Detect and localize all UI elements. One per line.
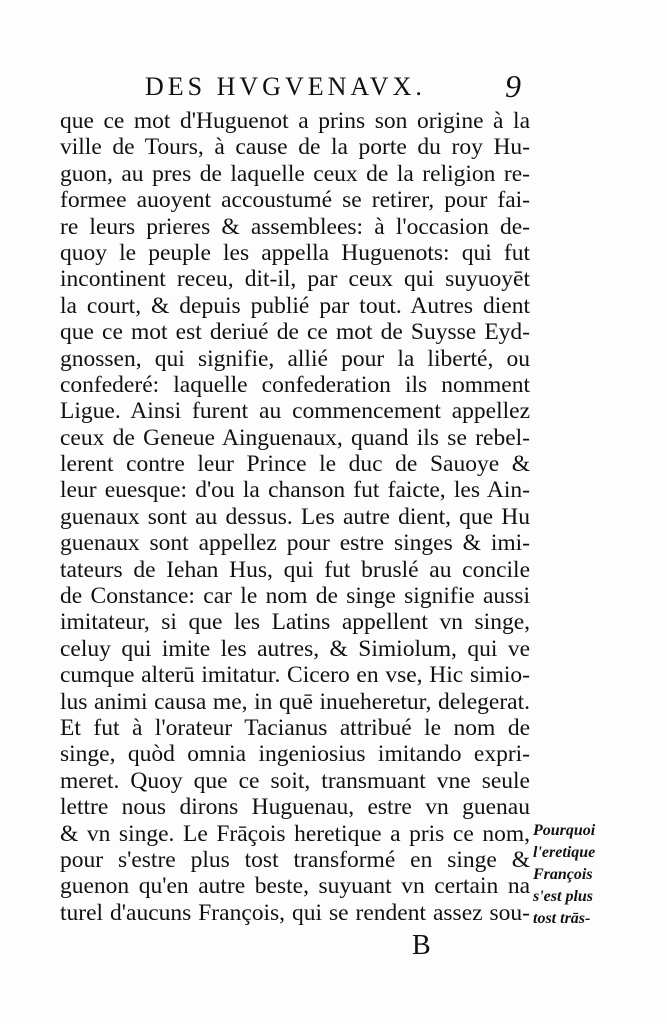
text-line: pour s'estre plus tost transformé en singe & (60, 846, 530, 873)
body-text (60, 108, 530, 926)
text-line: confederé: laquelle confederation ils nomment (60, 371, 530, 398)
text-line: guenaux sont au dessus. Les autre dient, que Hu (60, 503, 530, 530)
text-line: cumque alterū imitatur. Cicero en vse, Hic simio- (60, 662, 530, 689)
text-line: incontinent receu, dit-il, par ceux qui suyuoyēt (60, 266, 530, 293)
text-line: & vn singe. Le Frāçois heretique a pris ce nom, (60, 820, 530, 847)
text-line: ceux de Geneue Ainguenaux, quand ils se rebel- (60, 424, 530, 451)
text-line: formee auoyent accoustumé se retirer, pour fai- (60, 187, 530, 214)
text-line: guon, au pres de laquelle ceux de la religion re- (60, 160, 530, 187)
marginal-note-line: Pourquoi (533, 822, 596, 839)
text-line: tateurs de Iehan Hus, qui fut bruslé au concile (60, 556, 530, 583)
text-line: meret. Quoy que ce soit, transmuant vne seule (60, 767, 530, 794)
running-head: DES HVGVENAVX. (145, 72, 426, 101)
text-line: guenaux sont appellez pour estre singes & imi- (60, 530, 530, 557)
text-line: lerent contre leur Prince le duc de Sauoye & (60, 451, 530, 478)
text-line: turel d'aucuns François, qui se rendent assez sou- (60, 899, 530, 926)
marginal-note-line: tost trās- (533, 910, 591, 927)
page-header (0, 68, 667, 108)
text-line: que ce mot est deriué de ce mot de Suysse Eyd- (60, 319, 530, 346)
text-line: re leurs prieres & assemblees: à l'occasion de- (60, 213, 530, 240)
text-line: celuy qui imite les autres, & Simiolum, qui ve (60, 635, 530, 662)
marginal-note-line: s'est plus (533, 888, 594, 905)
text-line: ville de Tours, à cause de la porte du roy Hu- (60, 134, 530, 161)
text-line: la court, & depuis publié par tout. Autres dient (60, 292, 530, 319)
marginal-note (533, 820, 665, 930)
text-line: imitateur, si que les Latins appellent vn singe, (60, 609, 530, 636)
page-number: 9 (505, 68, 521, 104)
signature-mark: B (412, 930, 431, 961)
text-line: de Constance: car le nom de singe signifie aussi (60, 583, 530, 610)
marginal-note-line: François (533, 866, 593, 883)
text-line: lus animi causa me, in quē inueheretur, delegerat. (60, 688, 530, 715)
text-line: lettre nous dirons Huguenau, estre vn guenau (60, 794, 530, 821)
text-line: leur euesque: d'ou la chanson fut faicte, les Ain- (60, 477, 530, 504)
marginal-note-line: l'eretique (533, 844, 596, 861)
text-line: que ce mot d'Huguenot a prins son origine à la (60, 108, 530, 134)
text-line: quoy le peuple les appella Huguenots: qui fut (60, 239, 530, 266)
text-line: gnossen, qui signifie, allié pour la liberté, ou (60, 345, 530, 372)
text-line: guenon qu'en autre beste, suyuant vn certain na (60, 873, 530, 900)
text-line: Ligue. Ainsi furent au commencement appellez (60, 398, 530, 425)
text-line: singe, quòd omnia ingeniosius imitando expri- (60, 741, 530, 768)
text-line: Et fut à l'orateur Tacianus attribué le nom de (60, 714, 530, 741)
